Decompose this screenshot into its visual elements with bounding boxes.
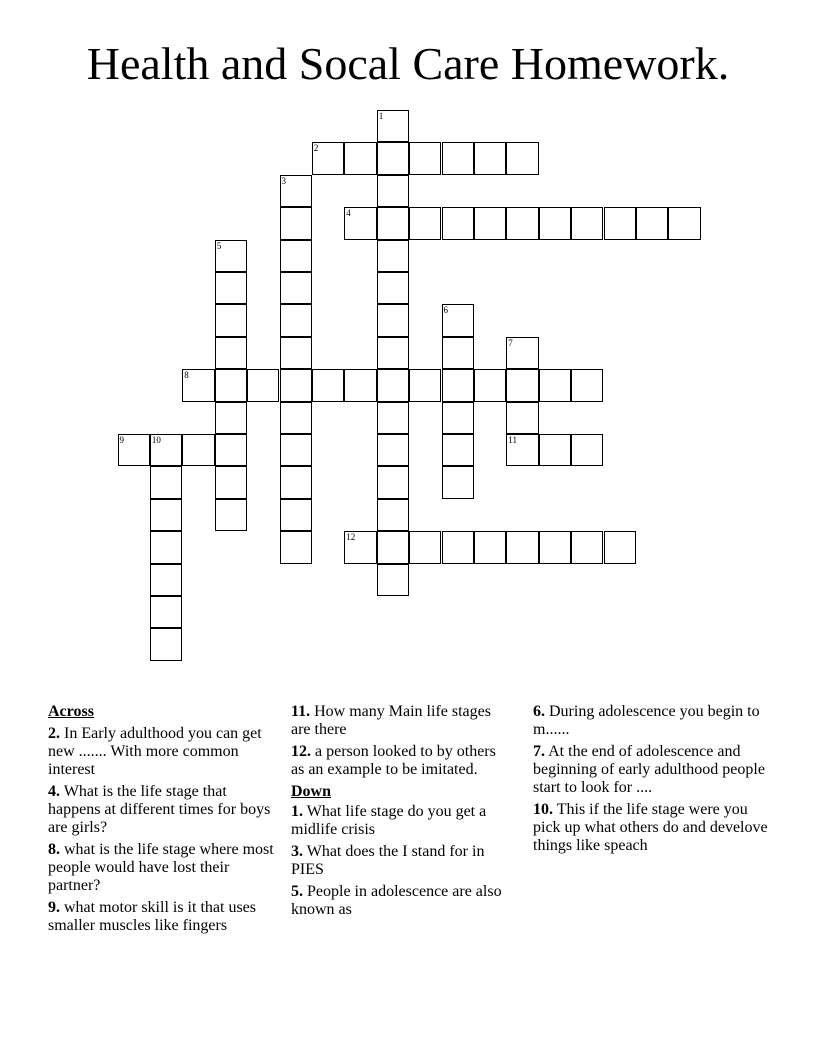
clue-down-1 — [291, 803, 505, 839]
grid-cell[interactable] — [150, 434, 182, 466]
grid-cell[interactable] — [280, 402, 312, 434]
grid-cell[interactable] — [571, 531, 603, 563]
clue-text: At the end of adolescence and beginning of early adulthood people start to look for .... — [533, 743, 765, 796]
grid-cell[interactable] — [506, 337, 538, 369]
grid-cell[interactable] — [150, 564, 182, 596]
grid-cell[interactable] — [280, 531, 312, 563]
cell-number: 4 — [346, 208, 351, 219]
grid-cell[interactable] — [377, 175, 409, 207]
grid-cell[interactable] — [474, 207, 506, 239]
grid-cell[interactable] — [474, 142, 506, 174]
grid-cell[interactable] — [377, 564, 409, 596]
grid-cell[interactable] — [215, 337, 247, 369]
clue-text: what is the life stage where most people would have lost their partner? — [48, 841, 274, 894]
grid-cell[interactable] — [377, 142, 409, 174]
cell-number: 2 — [313, 143, 319, 154]
grid-cell[interactable] — [344, 531, 376, 563]
clue-across-9 — [48, 899, 280, 935]
grid-cell[interactable] — [377, 110, 409, 142]
clue-text: What life stage do you get a midlife crisis — [291, 803, 487, 838]
grid-cell[interactable] — [409, 207, 441, 239]
clue-text: During adolescence you begin to m...... — [533, 703, 760, 738]
grid-cell[interactable] — [118, 434, 150, 466]
clue-text: What does the I stand for in PIES — [291, 843, 485, 878]
grid-cell[interactable] — [377, 337, 409, 369]
clue-number: 1. — [291, 803, 303, 820]
grid-cell[interactable] — [506, 402, 538, 434]
grid-cell[interactable] — [377, 402, 409, 434]
clue-across-2 — [48, 725, 280, 779]
grid-cell[interactable] — [442, 207, 474, 239]
clue-number: 12. — [291, 743, 311, 760]
clue-number: 11. — [291, 703, 311, 720]
grid-cell[interactable] — [539, 531, 571, 563]
grid-cell[interactable] — [377, 304, 409, 336]
clue-text: What is the life stage that happens at different times for boys are girls? — [48, 783, 271, 836]
grid-cell[interactable] — [215, 369, 247, 401]
grid-cell[interactable] — [280, 175, 312, 207]
grid-cell[interactable] — [182, 369, 214, 401]
grid-cell[interactable] — [344, 369, 376, 401]
grid-cell[interactable] — [474, 369, 506, 401]
grid-cell[interactable] — [571, 369, 603, 401]
grid-cell[interactable] — [506, 434, 538, 466]
cell-number: 11 — [508, 435, 517, 445]
grid-cell[interactable] — [506, 142, 538, 174]
grid-cell[interactable] — [280, 207, 312, 239]
clue-text: This if the life stage were you pick up what others do and develove things like speach — [533, 801, 768, 854]
grid-cell[interactable] — [539, 434, 571, 466]
clue-down-5 — [291, 883, 505, 919]
cell-number: 6 — [443, 305, 448, 316]
cell-number: 1 — [378, 111, 384, 121]
clue-number: 9. — [48, 899, 60, 916]
clue-number: 2. — [48, 725, 60, 742]
grid-cell[interactable] — [409, 531, 441, 563]
grid-cell[interactable] — [506, 369, 538, 401]
clue-number: 10. — [533, 801, 553, 818]
grid-cell[interactable] — [215, 466, 247, 498]
grid-cell[interactable] — [377, 240, 409, 272]
grid-cell[interactable] — [636, 207, 668, 239]
grid-cell[interactable] — [215, 272, 247, 304]
grid-cell[interactable] — [377, 272, 409, 304]
clue-number: 6. — [533, 703, 545, 720]
grid-cell[interactable] — [442, 402, 474, 434]
grid-cell[interactable] — [150, 628, 182, 660]
grid-cell[interactable] — [377, 466, 409, 498]
grid-cell[interactable] — [409, 142, 441, 174]
grid-cell[interactable] — [215, 304, 247, 336]
grid-cell[interactable] — [442, 304, 474, 336]
grid-cell[interactable] — [312, 142, 344, 174]
grid-cell[interactable] — [442, 142, 474, 174]
cell-number: 7 — [508, 337, 513, 348]
grid-cell[interactable] — [409, 369, 441, 401]
clue-column-3 — [533, 703, 769, 859]
grid-cell[interactable] — [474, 531, 506, 563]
grid-cell[interactable] — [377, 531, 409, 563]
grid-cell[interactable] — [377, 499, 409, 531]
grid-cell[interactable] — [215, 240, 247, 272]
grid-cell[interactable] — [668, 207, 700, 239]
grid-cell[interactable] — [280, 499, 312, 531]
grid-cell[interactable] — [442, 434, 474, 466]
grid-cell[interactable] — [344, 207, 376, 239]
page-title: Health and Socal Care Homework. — [86, 38, 730, 89]
clue-text: How many Main life stages are there — [291, 703, 491, 738]
grid-cell[interactable] — [442, 531, 474, 563]
clue-across-8 — [48, 841, 280, 895]
clue-down-7 — [533, 743, 769, 797]
down-heading: Down — [291, 783, 332, 800]
clue-number: 5. — [291, 883, 303, 900]
clue-number: 8. — [48, 841, 60, 858]
clue-text: a person looked to by others as an example to be imitated. — [291, 743, 496, 778]
grid-cell[interactable] — [182, 434, 214, 466]
cell-number: 3 — [281, 175, 286, 186]
grid-cell[interactable] — [215, 434, 247, 466]
clue-down-3 — [291, 843, 505, 879]
clue-across-4 — [48, 783, 280, 837]
clue-column-1 — [48, 703, 280, 939]
grid-cell[interactable] — [506, 531, 538, 563]
grid-cell[interactable] — [150, 596, 182, 628]
grid-cell[interactable] — [442, 369, 474, 401]
cell-number: 12 — [346, 532, 356, 543]
clue-number: 3. — [291, 843, 303, 860]
grid-cell[interactable] — [442, 466, 474, 498]
grid-cell[interactable] — [280, 434, 312, 466]
grid-cell[interactable] — [539, 369, 571, 401]
cell-number: 9 — [119, 435, 124, 445]
clue-column-2 — [291, 703, 505, 923]
grid-cell[interactable] — [150, 531, 182, 563]
clue-text: what motor skill is it that uses smaller muscles like fingers — [48, 899, 256, 934]
grid-cell[interactable] — [571, 207, 603, 239]
grid-cell[interactable] — [280, 369, 312, 401]
grid-cell[interactable] — [377, 434, 409, 466]
grid-cell[interactable] — [150, 499, 182, 531]
grid-cell[interactable] — [215, 402, 247, 434]
grid-cell[interactable] — [247, 369, 279, 401]
cell-number: 8 — [184, 370, 189, 381]
clue-number: 4. — [48, 783, 60, 800]
grid-cell[interactable] — [571, 434, 603, 466]
cell-number: 5 — [216, 240, 222, 251]
clue-across-12 — [291, 743, 505, 779]
clue-down-6 — [533, 703, 769, 739]
grid-cell[interactable] — [280, 272, 312, 304]
clue-number: 7. — [533, 743, 545, 760]
across-heading: Across — [48, 703, 94, 720]
grid-cell[interactable] — [604, 531, 636, 563]
grid-cell[interactable] — [280, 466, 312, 498]
grid-cell[interactable] — [604, 207, 636, 239]
grid-cell[interactable] — [539, 207, 571, 239]
grid-cell[interactable] — [377, 369, 409, 401]
clue-across-11 — [291, 703, 505, 739]
grid-cell[interactable] — [280, 337, 312, 369]
grid-cell[interactable] — [344, 142, 376, 174]
clue-text: In Early adulthood you can get new ....... With more common interest — [48, 725, 262, 778]
clue-text: People in adolescence are also known as — [291, 883, 502, 918]
grid-cell[interactable] — [312, 369, 344, 401]
grid-cell[interactable] — [150, 466, 182, 498]
grid-cell[interactable] — [442, 337, 474, 369]
grid-cell[interactable] — [280, 240, 312, 272]
clue-down-10 — [533, 801, 769, 855]
grid-cell[interactable] — [280, 304, 312, 336]
grid-cell[interactable] — [215, 499, 247, 531]
cell-number: 10 — [151, 435, 161, 445]
grid-cell[interactable] — [506, 207, 538, 239]
grid-cell[interactable] — [377, 207, 409, 239]
